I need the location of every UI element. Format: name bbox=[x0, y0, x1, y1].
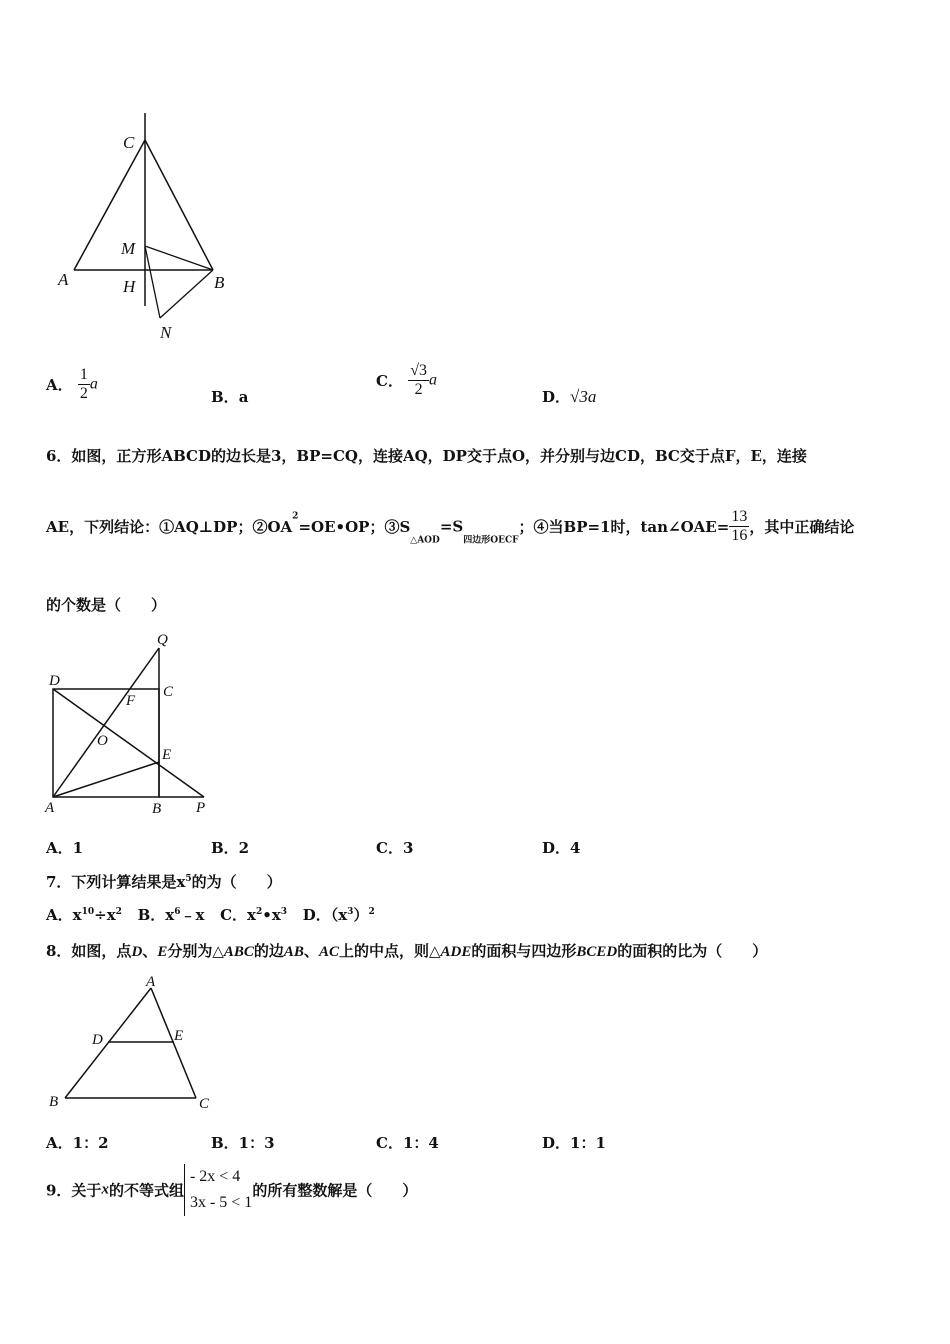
q7-option-c[interactable]: C．$x^2•x^3$ bbox=[220, 906, 288, 924]
label-b: B bbox=[152, 801, 162, 817]
label-e: E bbox=[162, 747, 172, 763]
tan-fraction: $\frac{13}{16}$ bbox=[731, 508, 748, 544]
label-m: M bbox=[121, 239, 136, 258]
q7-option-b[interactable]: B．$x^6﹣x$ bbox=[137, 906, 205, 924]
q8-option-a[interactable]: A．1：2 bbox=[46, 1134, 109, 1152]
variable-a: a bbox=[428, 371, 437, 389]
segment-aq bbox=[53, 648, 159, 797]
q6-stem-line1: 6．如图，正方形ABCD的边长是3，BP=CQ，连接AQ，DP交于点O，并分别与边CD，BC交于点F，E，连接 bbox=[46, 447, 807, 465]
label-a: A bbox=[45, 800, 55, 816]
option-letter: C． bbox=[376, 372, 403, 390]
q5-option-d[interactable] bbox=[542, 386, 596, 407]
q5-figure bbox=[50, 108, 250, 348]
label-d: D bbox=[92, 1032, 103, 1048]
label-p: P bbox=[196, 800, 206, 816]
label-a: A bbox=[58, 270, 69, 289]
label-e: E bbox=[174, 1028, 184, 1044]
q9-stem: 9．关于x的不等式组- 2x < 4 3x - 5 < 1的所有整数解是（ ） bbox=[46, 1164, 417, 1216]
option-letter: B． bbox=[211, 388, 239, 406]
q6-option-b[interactable]: B．2 bbox=[211, 839, 250, 857]
q7-stem: 7．下列计算结果是$x^5$的为（ ） bbox=[46, 873, 282, 891]
q8-option-c[interactable]: C．1：4 bbox=[376, 1134, 439, 1152]
label-d: D bbox=[49, 673, 60, 689]
label-f: F bbox=[126, 693, 136, 709]
q6-stem-line3: 的个数是（ ） bbox=[46, 596, 167, 614]
q6-option-a[interactable]: A．1 bbox=[46, 839, 84, 857]
label-b: B bbox=[49, 1094, 59, 1110]
q6-option-d[interactable]: D．4 bbox=[542, 839, 581, 857]
q5-option-b[interactable] bbox=[211, 386, 248, 407]
segment-cb bbox=[145, 140, 213, 270]
label-o: O bbox=[97, 733, 108, 749]
q6-figure bbox=[40, 628, 220, 820]
q8-option-d[interactable]: D．1：1 bbox=[542, 1134, 606, 1152]
q6-stem-line2: AE，下列结论：①AQ⊥DP；$②OA^2=OE•OP$；$③S_{\triangle AOD}=S_{四边形OECF}$；④当BP=1时，tan∠OAE= $\frac{13}{16}$ ，其中正确结论 bbox=[46, 508, 855, 546]
q5-option-a[interactable] bbox=[46, 366, 98, 403]
label-c: C bbox=[123, 133, 135, 152]
label-q: Q bbox=[157, 632, 168, 648]
segment-ae bbox=[53, 762, 159, 797]
q8-option-b[interactable]: B．1：3 bbox=[211, 1134, 275, 1152]
label-h: H bbox=[123, 277, 136, 296]
label-n: N bbox=[160, 323, 172, 342]
option-text: a bbox=[238, 388, 249, 406]
fraction: $\frac{√3}{2}$ bbox=[410, 362, 427, 398]
variable-a: a bbox=[89, 375, 98, 393]
option-text: √3a bbox=[570, 387, 597, 406]
q7-options bbox=[46, 904, 375, 925]
inequality-system: - 2x < 4 3x - 5 < 1 bbox=[184, 1164, 252, 1216]
q7-option-a[interactable]: A．$x^{10}\div x^2$ bbox=[46, 906, 122, 924]
q8-stem: 8．如图，点D、E分别为△ABC的边AB、AC上的中点，则△ADE的面积与四边形BCED的面积的比为（ ） bbox=[46, 942, 768, 960]
q5-option-c[interactable] bbox=[376, 362, 437, 399]
label-a: A bbox=[146, 974, 156, 990]
label-c: C bbox=[199, 1096, 210, 1112]
fraction: $\frac{1}{2}$ bbox=[79, 366, 88, 402]
q6-option-c[interactable]: C．3 bbox=[376, 839, 414, 857]
option-letter: D． bbox=[542, 388, 571, 406]
q7-option-d[interactable]: D．$(x^3)^2$ bbox=[302, 906, 375, 924]
q8-figure bbox=[44, 970, 224, 1116]
option-letter: A． bbox=[46, 376, 73, 394]
label-b: B bbox=[214, 273, 225, 292]
segment-ab bbox=[65, 988, 151, 1098]
segment-mn bbox=[145, 246, 160, 318]
segment-bn bbox=[160, 270, 213, 318]
label-c: C bbox=[163, 684, 174, 700]
